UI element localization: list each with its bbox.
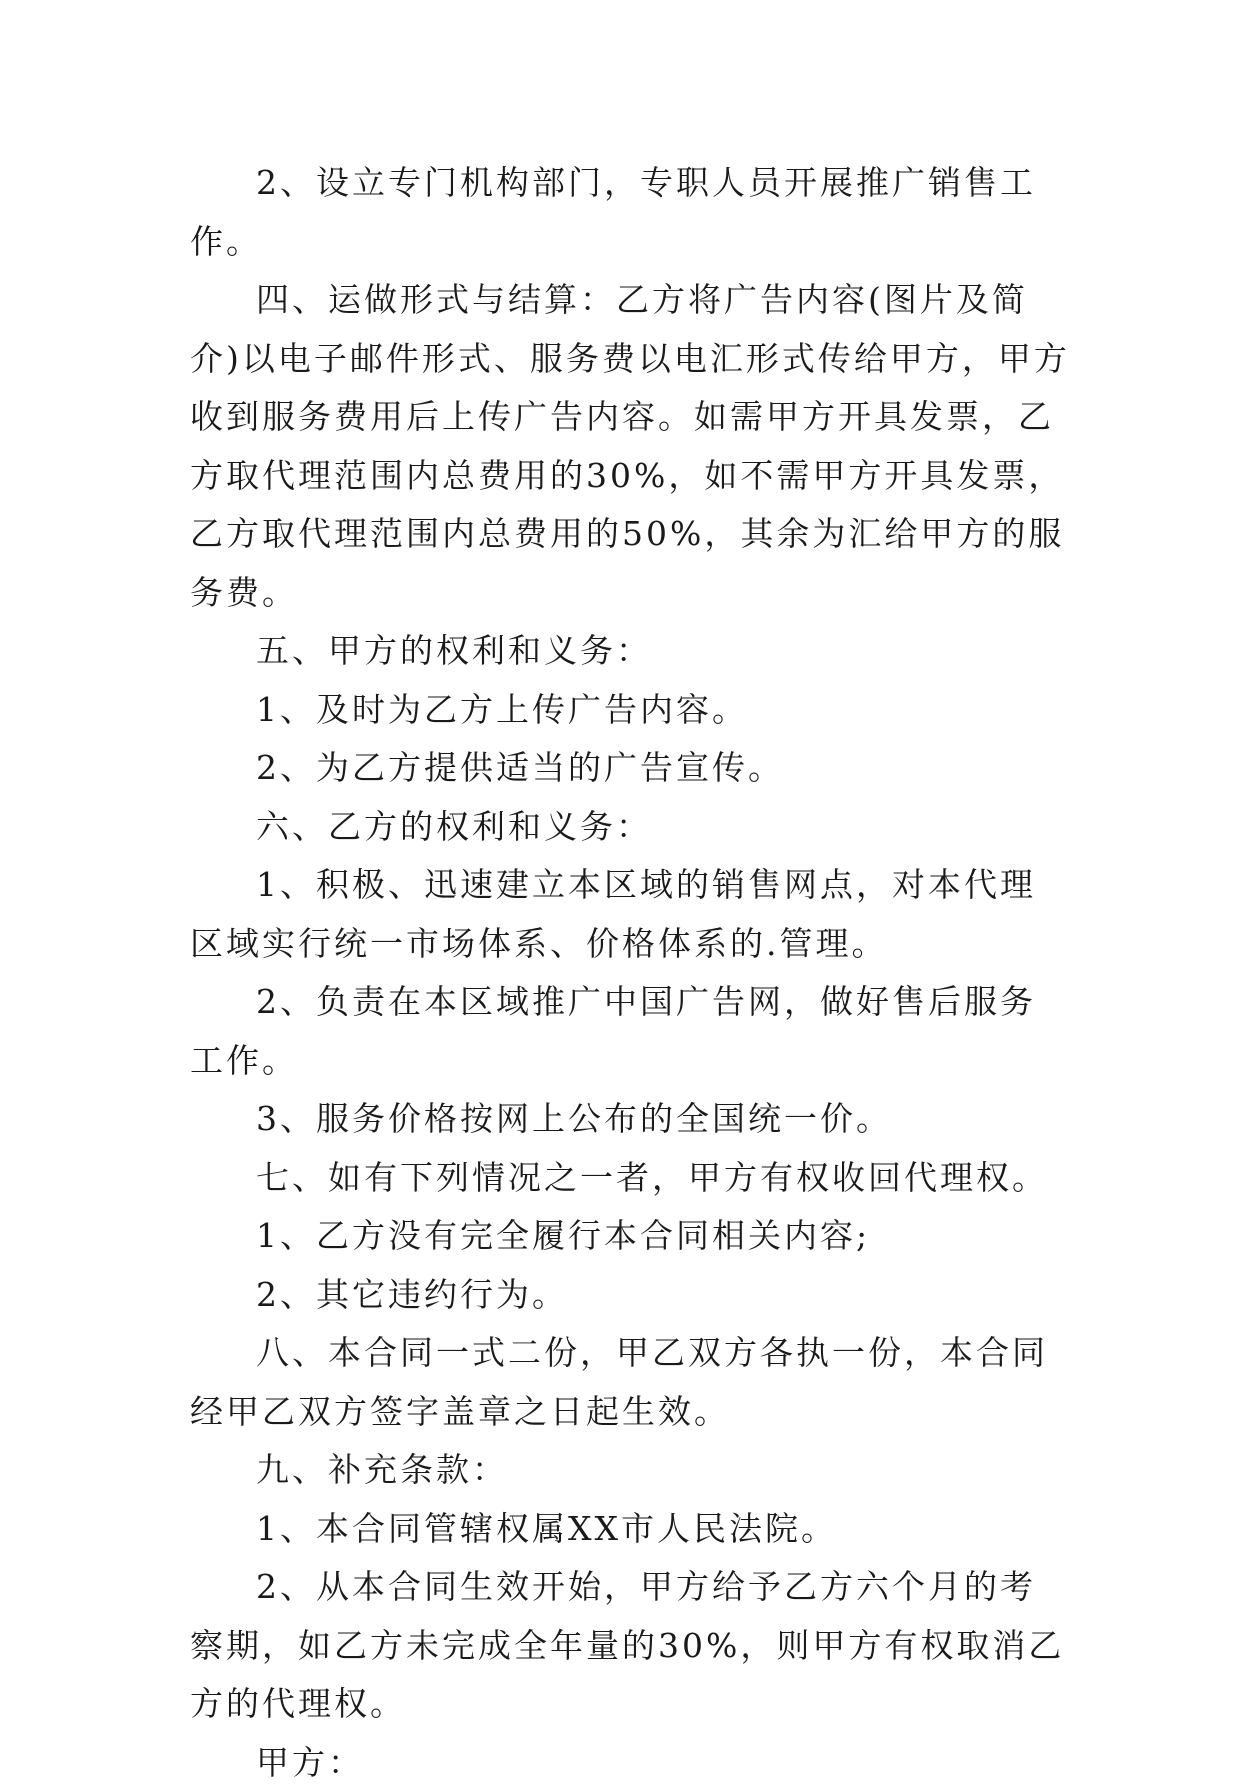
- paragraph-section-9-item-2: 2、从本合同生效开始，甲方给予乙方六个月的考察期，如乙方未完成全年量的30%，则甲方有权取消乙方的代理权。: [190, 1558, 1070, 1734]
- paragraph-item-2: 2、设立专门机构部门，专职人员开展推广销售工作。: [190, 154, 1070, 271]
- paragraph-section-4-settlement: 四、运做形式与结算：乙方将广告内容(图片及简介)以电子邮件形式、服务费以电汇形式传给甲方，甲方收到服务费用后上传广告内容。如需甲方开具发票，乙方取代理范围内总费用的30%，如不需甲方开具发票，乙方取代理范围内总费用的50%，其余为汇给甲方的服务费。: [190, 271, 1070, 622]
- paragraph-section-6-item-1: 1、积极、迅速建立本区域的销售网点，对本代理区域实行统一市场体系、价格体系的.管理。: [190, 856, 1070, 973]
- paragraph-section-7-heading: 七、如有下列情况之一者，甲方有权收回代理权。: [190, 1149, 1070, 1208]
- paragraph-section-5-heading: 五、甲方的权利和义务：: [190, 622, 1070, 681]
- paragraph-section-9-item-1: 1、本合同管辖权属XX市人民法院。: [190, 1500, 1070, 1559]
- signature-party-a-label: 甲方：: [190, 1734, 1070, 1792]
- paragraph-section-6-heading: 六、乙方的权利和义务：: [190, 798, 1070, 857]
- paragraph-section-5-item-2: 2、为乙方提供适当的广告宣传。: [190, 739, 1070, 798]
- paragraph-section-6-item-3: 3、服务价格按网上公布的全国统一价。: [190, 1090, 1070, 1149]
- paragraph-section-6-item-2: 2、负责在本区域推广中国广告网，做好售后服务工作。: [190, 973, 1070, 1090]
- paragraph-section-5-item-1: 1、及时为乙方上传广告内容。: [190, 681, 1070, 740]
- paragraph-section-7-item-1: 1、乙方没有完全履行本合同相关内容;: [190, 1207, 1070, 1266]
- paragraph-section-9-heading: 九、补充条款：: [190, 1441, 1070, 1500]
- paragraph-section-8: 八、本合同一式二份，甲乙双方各执一份，本合同经甲乙双方签字盖章之日起生效。: [190, 1324, 1070, 1441]
- paragraph-section-7-item-2: 2、其它违约行为。: [190, 1266, 1070, 1325]
- document-body: [190, 154, 1070, 1792]
